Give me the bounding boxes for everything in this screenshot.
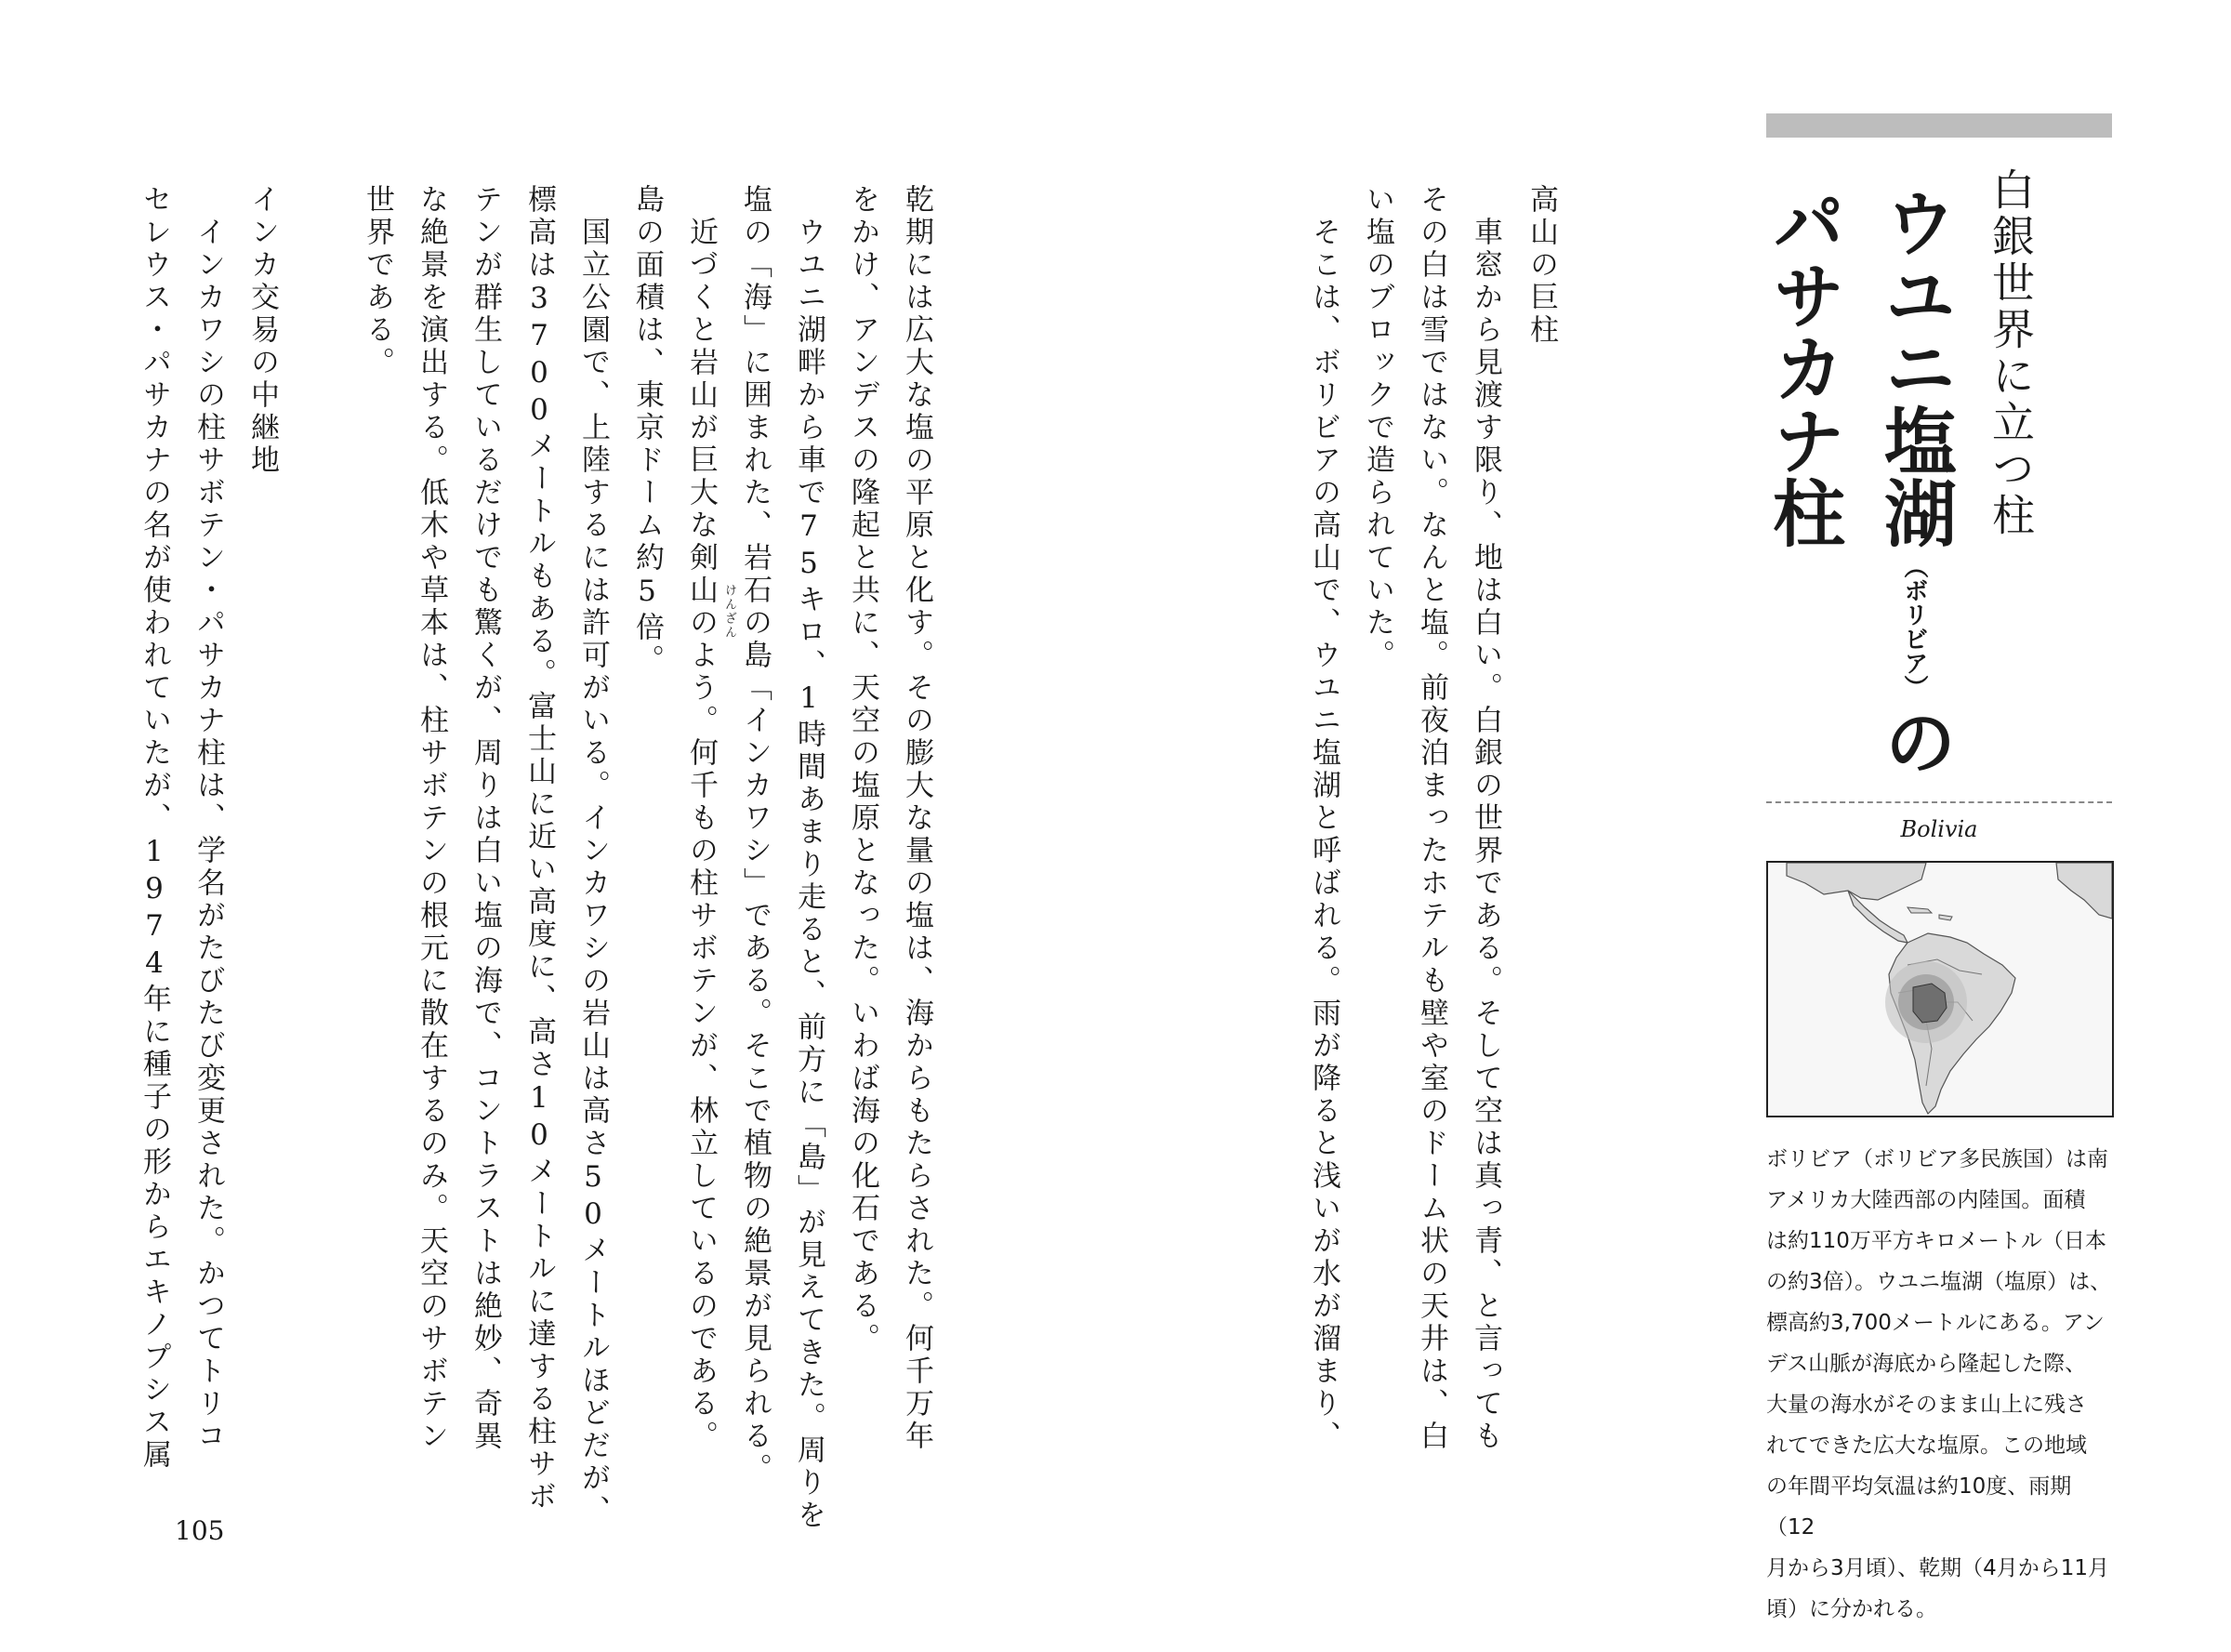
country-info [1766, 1139, 2114, 1630]
body-column: な絶景を演出する。低木や草本は、柱サボテンの根元に散在するのみ。天空のサボテン [415, 184, 448, 1453]
body-column: 島の面積は、東京ドーム約5倍。 [630, 184, 664, 677]
body-column: い塩のブロックで造られていた。 [1361, 184, 1394, 672]
info-line: デス山脈が海底から隆起した際、 [1766, 1352, 2087, 1376]
info-line: 大量の海水がそのまま山上に残さ [1766, 1393, 2087, 1417]
info-line: の約3倍）。ウユニ塩湖（塩原）は、 [1766, 1270, 2112, 1294]
body-column: 塩の「海」に囲まれた、岩石の島「インカワシ」である。そこで植物の絶景が見られる。 [738, 184, 772, 1486]
body-column: 乾期には広大な塩の平原と化す。その膨大な量の塩は、海からもたらされた。何千万年 [900, 184, 933, 1453]
section-heading-2: インカ交易の中継地 [245, 184, 279, 477]
info-line: 頃）に分かれる。 [1766, 1597, 1937, 1621]
header-grey-bar [1766, 113, 2112, 138]
title-part1: ウユニ塩湖 [1872, 186, 1956, 548]
country-label: Bolivia [1900, 816, 1978, 842]
south-america-map-icon [1766, 861, 2114, 1117]
info-line: 月から3月頃）、乾期（4月から11月 [1766, 1556, 2110, 1580]
info-line: 標高約3,700メートルにある。アン [1766, 1311, 2105, 1335]
body-column: 近づくと岩山が巨大な剣山のよう。何千もの柱サボテンが、林立しているのである。 [684, 184, 718, 1453]
chapter-kicker: 白銀世界に立つ柱 [1986, 167, 2036, 539]
info-line: れてできた広大な塩原。この地域 [1766, 1434, 2087, 1458]
map-svg [1768, 863, 2112, 1116]
body-column: 世界である。 [361, 184, 394, 379]
section-heading: 高山の巨柱 [1525, 184, 1558, 347]
info-line: ボリビア（ボリビア多民族国）は南 [1766, 1147, 2108, 1171]
body-column: 標高は3700メートルもある。富士山に近い高度に、高さ10メートルに達する柱サボ [522, 184, 556, 1513]
ruby-kenzan: けんざん [722, 584, 736, 640]
body-column: その白は雪ではない。なんと塩。前夜泊まったホテルも壁や室のドーム状の天井は、白 [1415, 184, 1448, 1453]
body-column: テンが群生しているだけでも驚くが、周りは白い塩の海で、コントラストは絶妙、奇異 [469, 184, 502, 1453]
body-column: そこは、ボリビアの高山で、ウユニ塩湖と呼ばれる。雨が降ると浅いが水が溜まり、 [1307, 184, 1340, 1453]
body-column: ウユニ湖畔から車で75キロ、1時間あまり走ると、前方に「島」が見えてきた。周りを [792, 184, 825, 1532]
title-country-sub: （ボリビア） [1900, 554, 1928, 699]
title-part2: の [1872, 705, 1956, 777]
page-title-line2: パサカナ柱 [1761, 186, 1844, 548]
body-column: 車窓から見渡す限り、地は白い。白銀の世界である。そして空は真っ青、と言っても [1469, 184, 1502, 1453]
info-line: アメリカ大陸西部の内陸国。面積 [1766, 1188, 2086, 1212]
info-line: は約110万平方キロメートル（日本 [1766, 1229, 2106, 1253]
body-column: 国立公園で、上陸するには許可がいる。インカワシの岩山は高さ50メートルほどだが、 [576, 184, 610, 1527]
body-column: をかけ、アンデスの隆起と共に、天空の塩原となった。いわば海の化石である。 [846, 184, 879, 1355]
body-column: セレウス・パサカナの名が使われていたが、1974年に種子の形からエキノプシス属 [138, 184, 171, 1472]
info-line: の年間平均気温は約10度、雨期（12 [1766, 1474, 2072, 1540]
page-title-line1 [1872, 186, 1956, 777]
body-column: インカワシの柱サボテン・パサカナ柱は、学名がたびたび変更された。かつてトリコ [191, 184, 225, 1453]
sidebar-divider [1766, 801, 2112, 803]
page-number: 105 [175, 1515, 225, 1546]
